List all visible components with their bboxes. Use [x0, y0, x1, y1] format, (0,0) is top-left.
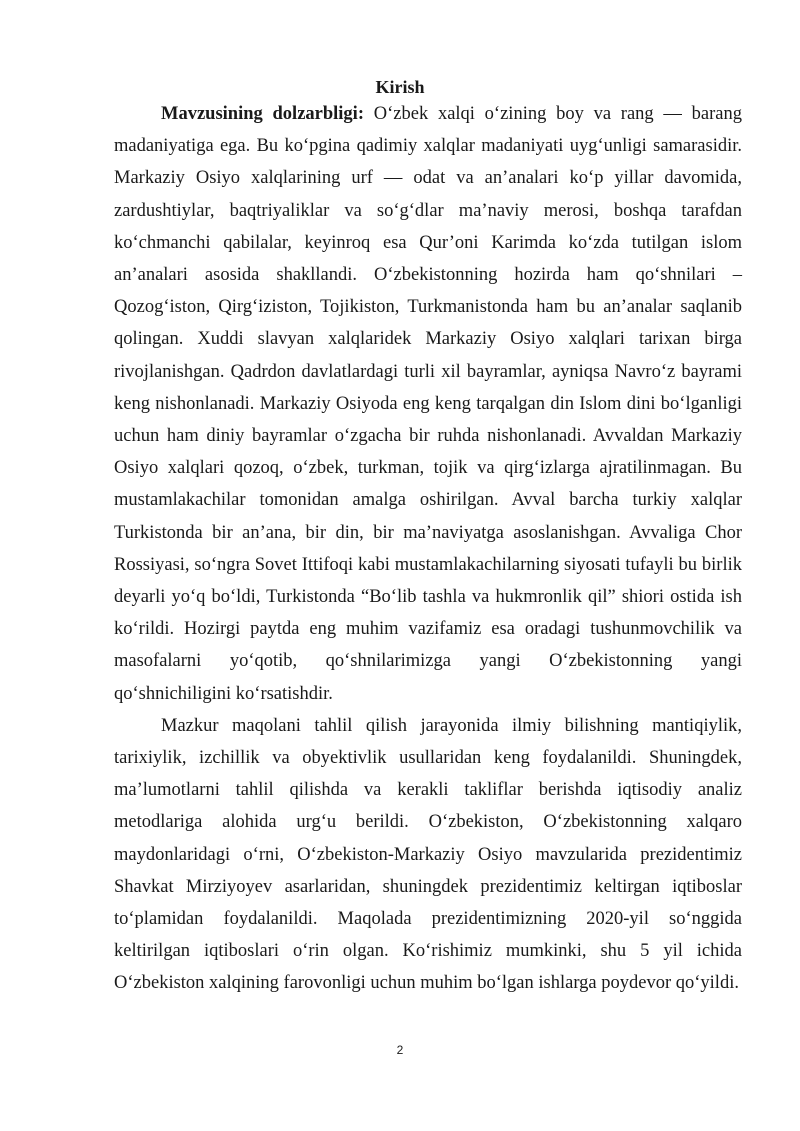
body-text [114, 98, 742, 1000]
paragraph-relevance [114, 98, 742, 710]
section-heading: Kirish [375, 77, 425, 97]
paragraph-methods [114, 710, 742, 1000]
page-number: 2 [396, 1043, 404, 1057]
paragraph-lead: Mavzusining dolzarbligi: [161, 104, 364, 124]
paragraph-text: Mazkur maqolani tahlil qilish jarayonida ilmiy bilishning mantiqiylik, tarixiylik, izchillik va obyektivlik usullaridan keng foydalanildi. Shuningdek, ma’lumotlarni tahlil qilishda va kerakli takliflar berishda iqtisodiy analiz metodlariga alohida urg‘u berildi. O‘zbekiston, O‘zbekistonning xalqaro maydonlaridagi o‘rni, O‘zbekiston-Markaziy Osiyo mavzularida prezidentimiz Shavkat Mirziyoyev asarlaridan, shuningdek prezidentimiz keltirgan iqtiboslar to‘plamidan foydalanildi. Maqolada prezidentimizning 2020-yil so‘nggida keltirilgan iqtiboslari o‘rin olgan. Ko‘rishimiz mumkinki, shu 5 yil ichida O‘zbekiston xalqining farovonligi uchun muhim bo‘lgan ishlarga poydevor qo‘yildi. [114, 715, 742, 994]
paragraph-text: O‘zbek xalqi o‘zining boy va rang — barang madaniyatiga ega. Bu ko‘pgina qadimiy xalqlar madaniyati uyg‘unligi samarasidir. Markaziy Osiyo xalqlarining urf — odat va an’analari ko‘p yillar davomida, zardushtiylar, baqtriyaliklar va so‘g‘dlar ma’naviy merosi, boshqa tarafdan ko‘chmanchi qabilalar, keyinroq esa Qur’oni Karimda ko‘zda tutilgan islom an’analari asosida shakllandi. O‘zbekistonning hozirda ham qo‘shnilari – Qozog‘iston, Qirg‘iziston, Tojikiston, Turkmanistonda ham bu an’analar saqlanib qolingan. Xuddi slavyan xalqlaridek Markaziy Osiyo xalqlari tarixan birga rivojlanishgan. Qadrdon davlatlardagi turli xil bayramlar, ayniqsa Navro‘z bayrami keng nishonlanadi. Markaziy Osiyoda eng keng tarqalgan din Islom dini bo‘lganligi uchun ham diniy bayramlar o‘zgacha bir ruhda nishonlanadi. Avvaldan Markaziy Osiyo xalqlari qozoq, o‘zbek, turkman, tojik va qirg‘izlarga ajratilinmagan. Bu mustamlakachilar tomonidan amalga oshirilgan. Avval barcha turkiy xalqlar Turkistonda bir an’ana, bir din, bir ma’naviyatga asoslanishgan. Avvaliga Chor Rossiyasi, so‘ngra Sovet Ittifoqi kabi mustamlakachilarning siyosati tufayli bu birlik deyarli yo‘q bo‘ldi, Turkistonda “Bo‘lib tashla va hukmronlik qil” shiori ostida ish ko‘rildi. Hozirgi paytda eng muhim vazifamiz esa oradagi tushunmovchilik va masofalarni yo‘qotib, qo‘shnilarimizga yangi O‘zbekistonning yangi qo‘shnichiligini ko‘rsatishdir. [114, 104, 742, 704]
